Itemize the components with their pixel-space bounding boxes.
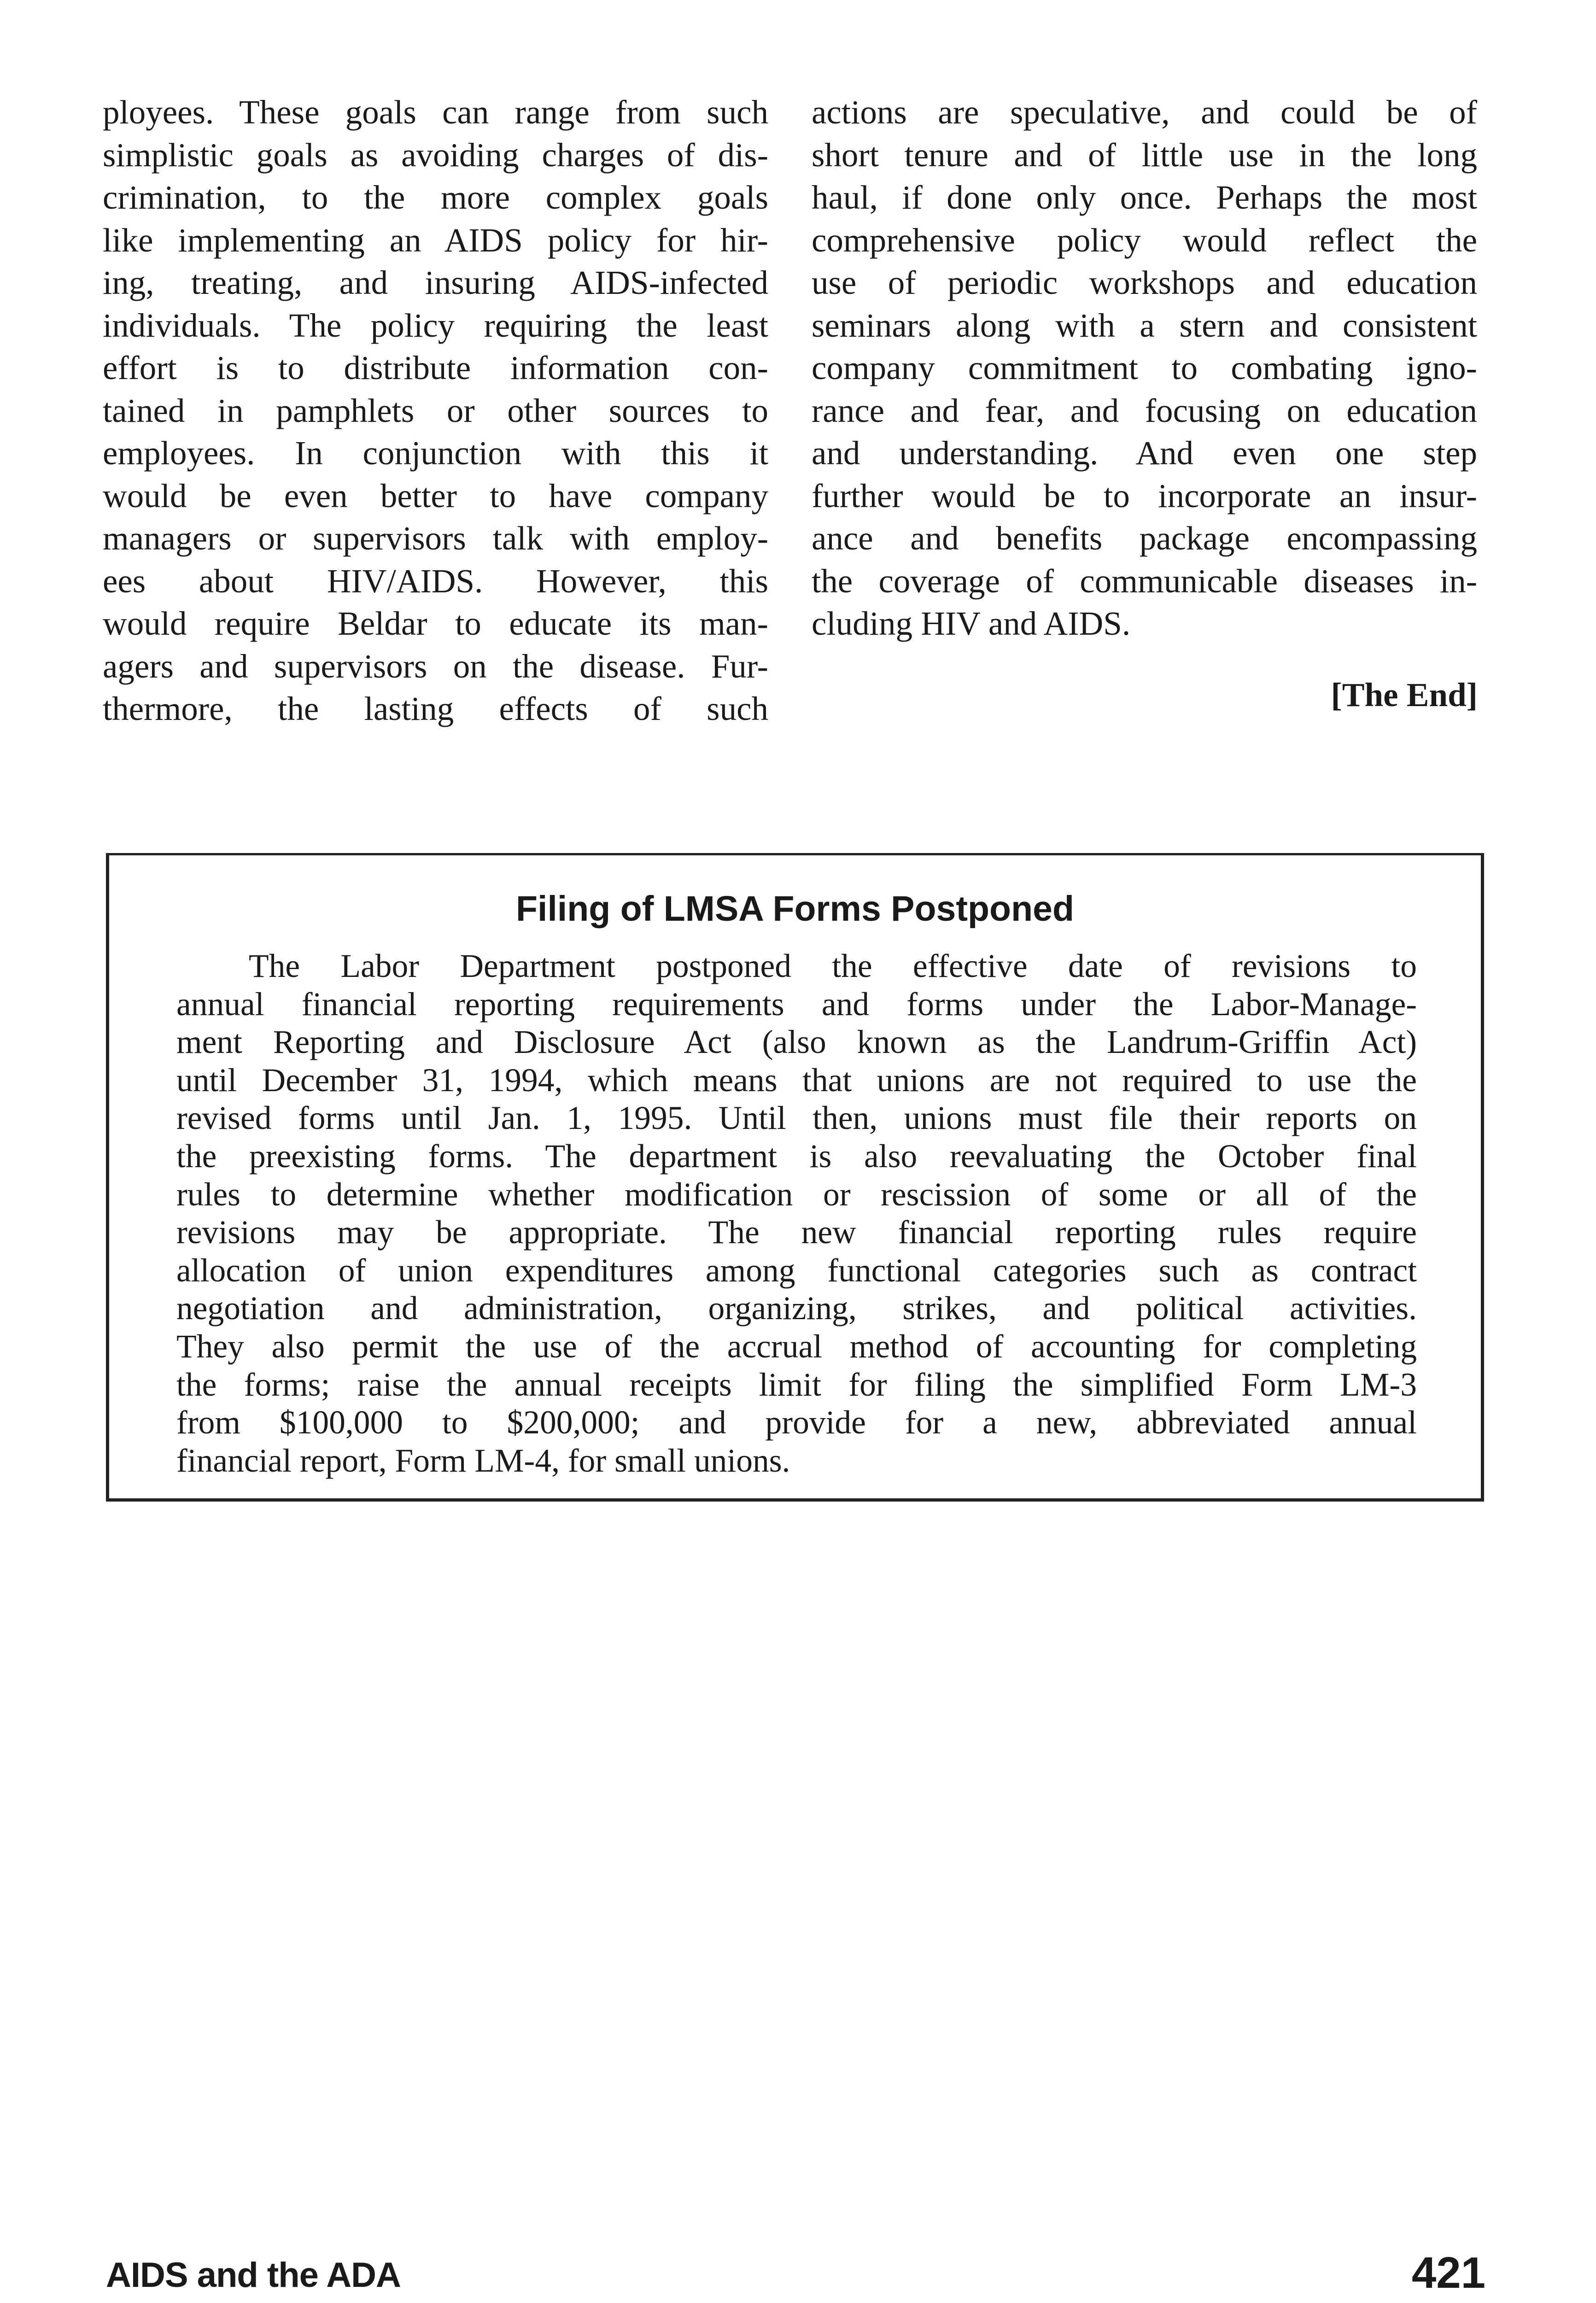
- text-line: rance and fear, and focusing on education: [812, 392, 1477, 429]
- text-line: The Labor Department postponed the effective date of revisions to: [249, 948, 1417, 984]
- page-number: 421: [1411, 2248, 1485, 2297]
- text-line: They also permit the use of the accrual method of accounting for completing: [176, 1328, 1417, 1365]
- right-column: [812, 91, 1477, 645]
- text-line: until December 31, 1994, which means that unions are not required to use the: [176, 1062, 1417, 1099]
- sidebar-body: [176, 947, 1417, 1480]
- text-line: ment Reporting and Disclosure Act (also known as the Landrum-Griffin Act): [176, 1024, 1417, 1061]
- text-line: negotiation and administration, organizing, strikes, and political activities.: [176, 1290, 1417, 1327]
- text-line: crimination, to the more complex goals: [103, 179, 768, 216]
- text-line: allocation of union expenditures among functional categories such as contract: [176, 1252, 1417, 1289]
- text-line: agers and supervisors on the disease. Fur-: [103, 647, 768, 685]
- text-line: from $100,000 to $200,000; and provide for a new, abbreviated annual: [176, 1404, 1417, 1441]
- text-line: the coverage of communicable diseases in-: [812, 562, 1477, 600]
- text-line: company commitment to combating igno-: [812, 349, 1477, 386]
- text-line: rules to determine whether modification or rescission of some or all of the: [176, 1176, 1417, 1213]
- text-line: would be even better to have company: [103, 477, 768, 514]
- sidebar-title: Filing of LMSA Forms Postponed: [516, 889, 1074, 929]
- text-line: employees. In conjunction with this it: [103, 434, 768, 472]
- text-line: ployees. These goals can range from such: [103, 94, 768, 131]
- text-line: seminars along with a stern and consistent: [812, 306, 1477, 344]
- text-line: ing, treating, and insuring AIDS-infected: [103, 264, 768, 301]
- text-line: the preexisting forms. The department is also reevaluating the October final: [176, 1138, 1417, 1175]
- left-column: [103, 91, 768, 731]
- text-line: annual financial reporting requirements and forms under the Labor-Manage-: [176, 986, 1417, 1023]
- text-line: simplistic goals as avoiding charges of dis-: [103, 136, 768, 174]
- text-line: thermore, the lasting effects of such: [103, 690, 768, 727]
- text-line: managers or supervisors talk with employ-: [103, 520, 768, 557]
- text-line: would require Beldar to educate its man-: [103, 605, 768, 642]
- text-line: the forms; raise the annual receipts limit for filing the simplified Form LM-3: [176, 1366, 1417, 1403]
- text-line: short tenure and of little use in the long: [812, 136, 1477, 174]
- text-line: like implementing an AIDS policy for hir-: [103, 221, 768, 259]
- text-line: ees about HIV/AIDS. However, this: [103, 562, 768, 600]
- text-line: effort is to distribute information con-: [103, 349, 768, 386]
- text-line: revised forms until Jan. 1, 1995. Until then, unions must file their reports on: [176, 1100, 1417, 1137]
- end-marker: [The End]: [1331, 676, 1478, 713]
- text-line: comprehensive policy would reflect the: [812, 221, 1477, 259]
- text-line: revisions may be appropriate. The new financial reporting rules require: [176, 1214, 1417, 1251]
- running-title: AIDS and the ADA: [106, 2256, 401, 2295]
- text-line: financial report, Form LM-4, for small unions.: [176, 1442, 790, 1479]
- text-line: haul, if done only once. Perhaps the most: [812, 179, 1477, 216]
- text-line: individuals. The policy requiring the least: [103, 306, 768, 344]
- text-line: and understanding. And even one step: [812, 434, 1477, 472]
- text-line: tained in pamphlets or other sources to: [103, 392, 768, 429]
- sidebar-box: [106, 853, 1484, 1502]
- text-line: actions are speculative, and could be of: [812, 94, 1477, 131]
- text-line: use of periodic workshops and education: [812, 264, 1477, 301]
- text-line: ance and benefits package encompassing: [812, 520, 1477, 557]
- text-line: cluding HIV and AIDS.: [812, 605, 1131, 642]
- text-line: further would be to incorporate an insur-: [812, 477, 1477, 514]
